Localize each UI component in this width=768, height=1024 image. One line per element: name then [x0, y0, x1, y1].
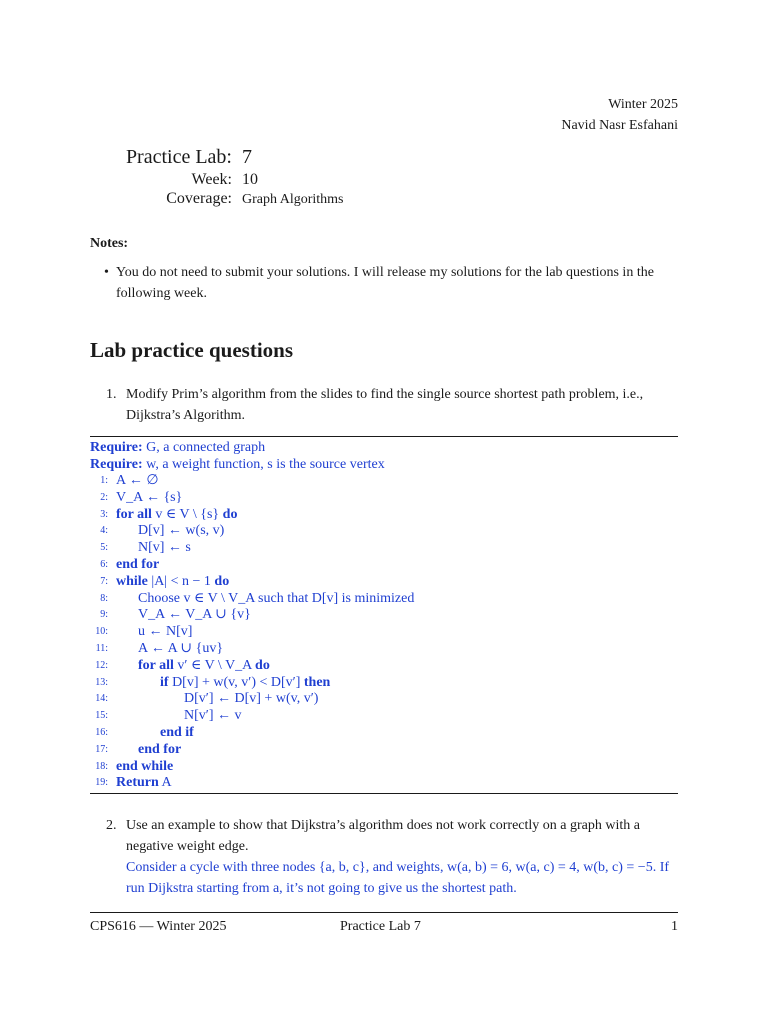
algorithm-line — [90, 490, 678, 507]
line-number: 3: — [100, 508, 108, 520]
algorithm-line — [90, 540, 678, 557]
line-code: D[v] ← w(s, v) — [138, 523, 225, 539]
algorithm-line — [90, 607, 678, 624]
lab-header — [90, 144, 344, 209]
require-keyword: Require: — [90, 440, 143, 455]
line-code: for all v ∈ V \ {s} do — [116, 506, 238, 522]
lab-label: Practice Lab: — [125, 146, 232, 168]
algorithm-line — [90, 658, 678, 675]
line-code: if D[v] + w(v, v′) < D[v′] then — [160, 674, 331, 690]
question-1 — [106, 384, 680, 426]
question-number: 2. — [106, 818, 117, 833]
algorithm-block — [90, 439, 678, 792]
require-text: w, a weight function, s is the source vertex — [146, 457, 385, 472]
line-number: 10: — [95, 626, 108, 638]
algorithm-bottom-rule — [90, 793, 678, 794]
algorithm-line — [90, 591, 678, 608]
line-code: end for — [116, 556, 160, 572]
algorithm-line — [90, 759, 678, 776]
algorithm-line — [90, 574, 678, 591]
question-text: Use an example to show that Dijkstra’s algorithm does not work correctly on a graph with a negative weight edge. — [126, 818, 640, 854]
line-code: V_A ← {s} — [116, 489, 183, 505]
section-title: Lab practice questions — [90, 338, 294, 362]
line-code: end for — [138, 741, 182, 757]
line-code: Return A — [116, 775, 172, 791]
algorithm-line — [90, 708, 678, 725]
line-number: 5: — [100, 542, 108, 554]
algorithm-line — [90, 624, 678, 641]
algorithm-line — [90, 742, 678, 759]
require-keyword: Require: — [90, 457, 143, 472]
line-number: 2: — [100, 491, 108, 503]
line-code: A ← ∅ — [116, 473, 159, 488]
page-number: 1 — [671, 919, 678, 934]
line-number: 16: — [95, 726, 108, 738]
line-code: V_A ← V_A ∪ {v} — [138, 607, 251, 623]
line-code: while |A| < n − 1 do — [116, 573, 230, 589]
line-code: Choose v ∈ V \ V_A such that D[v] is minimized — [138, 590, 415, 606]
question-number: 1. — [106, 387, 117, 402]
question-text: Modify Prim’s algorithm from the slides to find the single source shortest path problem, i.e., Dijkstra’s Algorithm. — [126, 387, 644, 423]
term: Winter 2025 — [608, 97, 678, 112]
line-code: N[v] ← s — [138, 540, 191, 556]
answer-text: Consider a cycle with three nodes {a, b, c}, and weights, w(a, b) = 6, w(a, c) = 4, w(b, c) = −5. If run Dijkstra starting from a, it’s not going to give us the shortest path. — [126, 860, 670, 896]
algorithm-line — [90, 725, 678, 742]
algorithm-lines — [90, 473, 678, 792]
footer-rule — [90, 912, 678, 913]
bullet-icon: • — [104, 265, 109, 280]
algorithm-line — [90, 473, 678, 490]
footer-course: CPS616 — Winter 2025 — [90, 919, 227, 934]
line-number: 8: — [100, 592, 108, 604]
week-value: 10 — [242, 171, 258, 188]
require-text: G, a connected graph — [146, 440, 266, 455]
require-line — [90, 456, 678, 473]
line-number: 13: — [95, 676, 108, 688]
line-number: 6: — [100, 558, 108, 570]
algorithm-line — [90, 507, 678, 524]
line-number: 11: — [95, 642, 108, 654]
algorithm-line — [90, 523, 678, 540]
coverage-value: Graph Algorithms — [242, 192, 344, 207]
line-number: 14: — [95, 693, 108, 705]
line-number: 1: — [100, 475, 108, 486]
algorithm-line — [90, 691, 678, 708]
line-number: 19: — [95, 777, 108, 789]
author: Navid Nasr Esfahani — [561, 118, 678, 133]
lab-value: 7 — [242, 146, 252, 168]
notes-title: Notes: — [90, 236, 129, 251]
algorithm-line — [90, 557, 678, 574]
algorithm-line — [90, 641, 678, 658]
line-code: D[v′] ← D[v] + w(v, v′) — [184, 691, 319, 707]
line-code: u ← N[v] — [138, 624, 193, 640]
require-line — [90, 439, 678, 456]
line-code: end while — [116, 758, 174, 774]
coverage-label: Coverage: — [166, 190, 232, 207]
question-2 — [106, 815, 680, 857]
line-number: 7: — [100, 575, 108, 587]
line-number: 15: — [95, 710, 108, 722]
line-code: for all v′ ∈ V \ V_A do — [138, 657, 270, 673]
line-code: N[v′] ← v — [184, 708, 242, 724]
algorithm-line — [90, 775, 678, 792]
line-number: 9: — [100, 609, 108, 621]
line-number: 18: — [95, 760, 108, 772]
term-info — [561, 94, 678, 136]
footer-title: Practice Lab 7 — [340, 919, 421, 934]
algorithm-line — [90, 675, 678, 692]
note-item: You do not need to submit your solutions. I will release my solutions for the lab questions in the following week. — [116, 265, 654, 301]
line-number: 17: — [95, 743, 108, 755]
line-code: end if — [160, 724, 194, 740]
line-number: 4: — [100, 525, 108, 537]
week-label: Week: — [191, 171, 232, 188]
line-code: A ← A ∪ {uv} — [138, 640, 224, 656]
line-number: 12: — [95, 659, 108, 671]
notes-list — [104, 262, 680, 304]
algorithm-top-rule — [90, 436, 678, 437]
